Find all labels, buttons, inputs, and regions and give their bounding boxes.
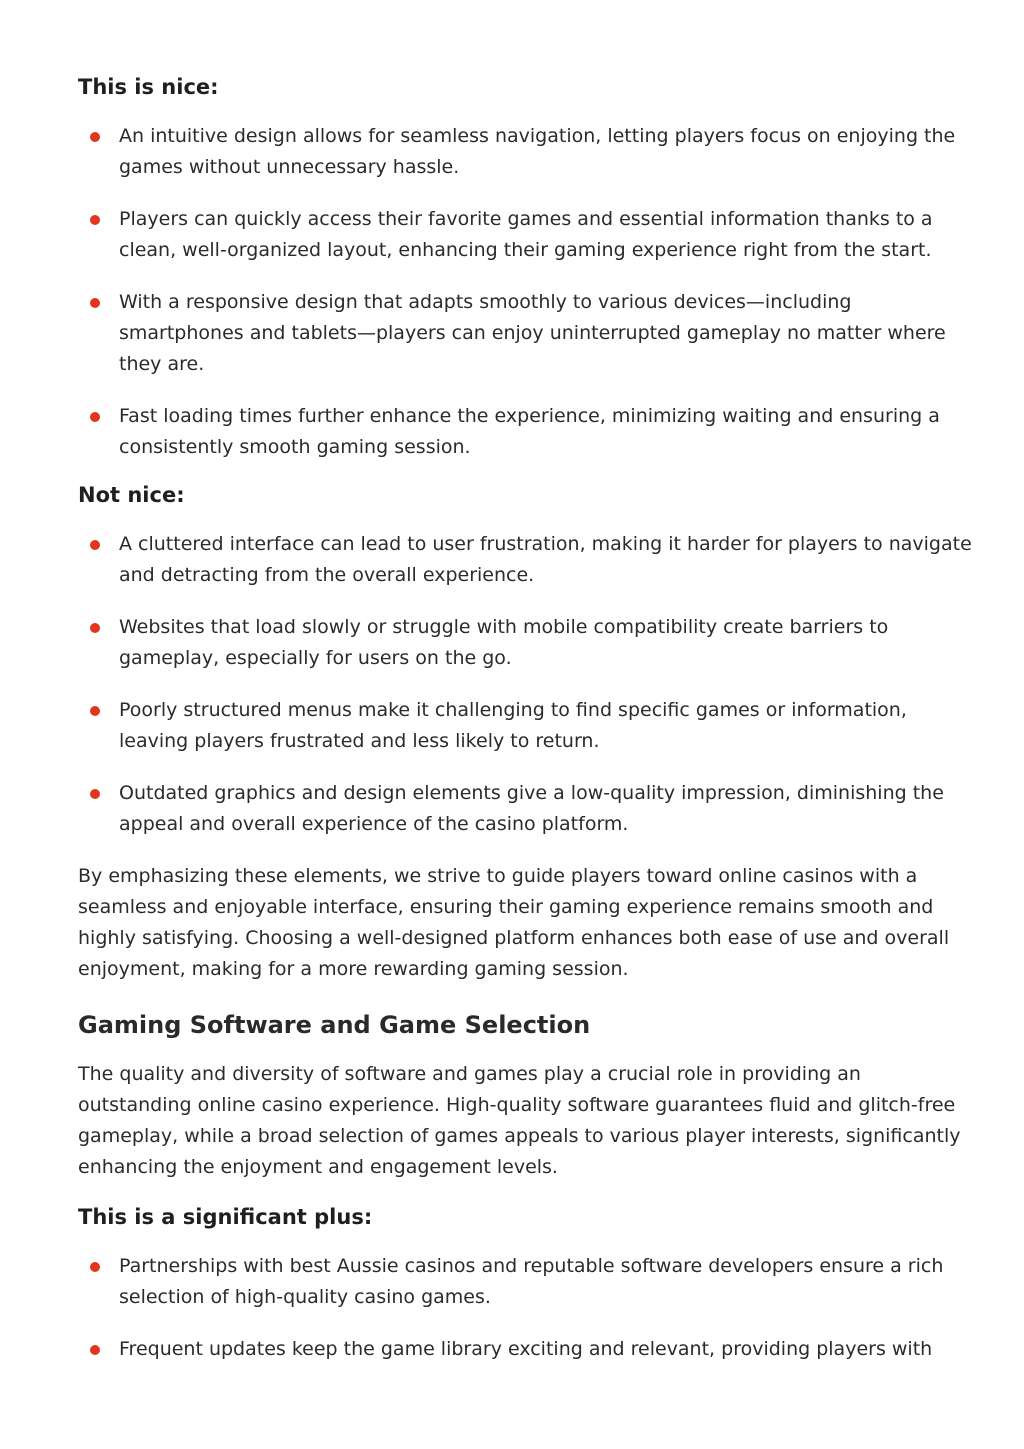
list-item-text: Frequent updates keep the game library exciting and relevant, providing players with [119,1338,933,1360]
list-item [78,1334,980,1365]
bullet-dot-icon [90,540,100,550]
plus-heading: This is a significant plus: [78,1205,373,1229]
bullet-dot-icon [90,706,100,716]
not-nice-list [78,529,980,840]
bullet-dot-icon [90,412,100,422]
list-item [78,778,980,840]
nice-list [78,121,980,463]
list-item-text: Outdated graphics and design elements give a low-quality impression, diminishing the appeal and overall experience of the casino platform. [119,782,944,835]
list-item-text: Websites that load slowly or struggle with mobile compatibility create barriers to gameplay, especially for users on the go. [119,616,889,669]
software-heading: Gaming Software and Game Selection [78,1011,591,1039]
list-item-text: A cluttered interface can lead to user frustration, making it harder for players to navigate and detracting from the overall experience. [119,533,972,586]
list-item [78,1251,980,1313]
list-item-text: With a responsive design that adapts smoothly to various devices—including smartphones and tablets—players can enjoy uninterrupted gameplay no matter where they are. [119,291,946,375]
list-item-text: Partnerships with best Aussie casinos and reputable software developers ensure a rich selection of high-quality casino games. [119,1255,944,1308]
software-intro-paragraph: The quality and diversity of software and games play a crucial role in providing an outstanding online casino experience. High-quality software guarantees fluid and glitch-free gameplay, while a broad selection of games appeals to various player interests, significantly enhancing the enjoyment and engagement levels. [78,1063,961,1178]
nice-heading: This is nice: [78,75,219,99]
list-item-text: Poorly structured menus make it challenging to find specific games or information, leaving players frustrated and less likely to return. [119,699,907,752]
list-item [78,612,980,674]
list-item [78,695,980,757]
document-page [78,70,980,1365]
summary-paragraph: By emphasizing these elements, we strive to guide players toward online casinos with a seamless and enjoyable interface, ensuring their gaming experience remains smooth and highly satisfying. Choosing a well-designed platform enhances both ease of use and overall enjoyment, making for a more rewarding gaming session. [78,865,950,980]
bullet-dot-icon [90,298,100,308]
list-item [78,287,980,380]
list-item [78,121,980,183]
bullet-dot-icon [90,1262,100,1272]
list-item-text: Players can quickly access their favorite games and essential information thanks to a clean, well-organized layout, enhancing their gaming experience right from the start. [119,208,933,261]
list-item-text: An intuitive design allows for seamless navigation, letting players focus on enjoying the games without unnecessary hassle. [119,125,956,178]
list-item [78,401,980,463]
plus-list [78,1251,980,1365]
not-nice-heading: Not nice: [78,483,185,507]
list-item [78,529,980,591]
bullet-dot-icon [90,623,100,633]
bullet-dot-icon [90,132,100,142]
bullet-dot-icon [90,215,100,225]
list-item [78,204,980,266]
bullet-dot-icon [90,1345,100,1355]
bullet-dot-icon [90,789,100,799]
list-item-text: Fast loading times further enhance the experience, minimizing waiting and ensuring a consistently smooth gaming session. [119,405,940,458]
